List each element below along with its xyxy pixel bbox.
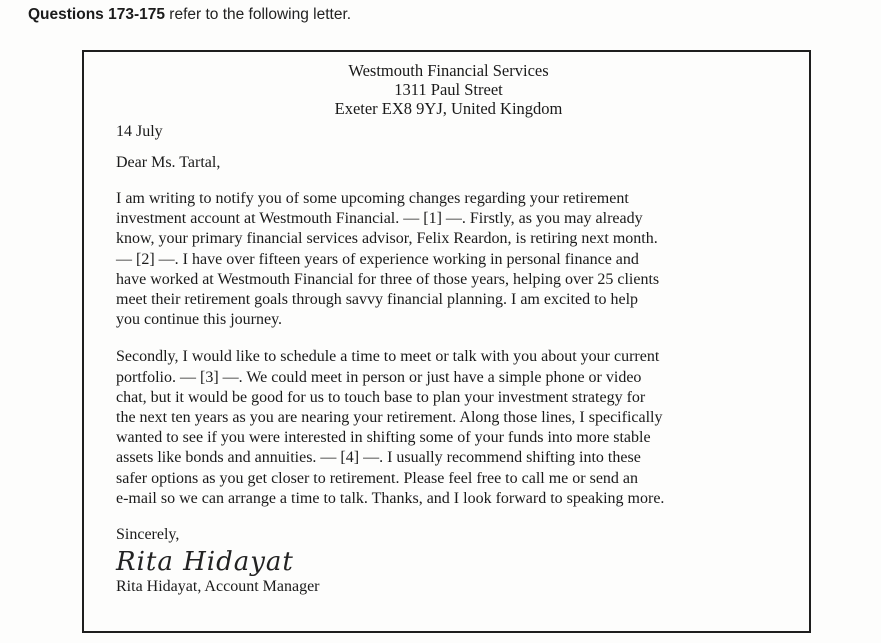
paragraph-2-line: chat, but it would be good for us to touch base to plan your investment strategy for: [116, 388, 646, 406]
paragraph-1-line: investment account at Westmouth Financial. — [1] —. Firstly, as you may already: [116, 210, 643, 228]
paragraph-2-line: portfolio. — [3] —. We could meet in person or just have a simple phone or video: [116, 368, 642, 386]
paragraph-2: [116, 347, 781, 509]
paragraph-1: [116, 189, 781, 330]
paragraph-2-line: wanted to see if you were interested in shifting some of your funds into more stable: [116, 429, 651, 447]
letterhead: [116, 61, 781, 118]
handwritten-signature: Rita Hidayat: [116, 547, 294, 578]
paragraph-1-line: meet their retirement goals through savvy financial planning. I am excited to help: [116, 291, 639, 309]
letter-date: 14 July: [116, 123, 163, 140]
paragraph-2-line: Secondly, I would like to schedule a time to meet or talk with you about your current: [116, 348, 660, 366]
closing: Sincerely,: [116, 526, 180, 544]
question-range: Questions 173-175: [28, 6, 165, 23]
letter-container: [82, 50, 811, 633]
paragraph-1-line: — [2] —. I have over fifteen years of experience working in personal finance and: [116, 250, 639, 268]
question-instruction: [28, 6, 351, 24]
salutation: Dear Ms. Tartal,: [116, 154, 221, 171]
paragraph-1-line: you continue this journey.: [116, 311, 283, 329]
street-address: 1311 Paul Street: [394, 80, 503, 99]
paragraph-1-line: I am writing to notify you of some upcoming changes regarding your retirement: [116, 190, 629, 207]
paragraph-2-line: e-mail so we can arrange a time to talk. Thanks, and I look forward to speaking more.: [116, 489, 665, 507]
paragraph-1-line: have worked at Westmouth Financial for three of those years, helping over 25 clients: [116, 270, 660, 288]
city-address: Exeter EX8 9YJ, United Kingdom: [334, 99, 563, 118]
paragraph-2-line: safer options as you get closer to retirement. Please feel free to call me or send an: [116, 469, 639, 487]
instruction-text: refer to the following letter.: [164, 6, 352, 23]
signature-printed-name: Rita Hidayat, Account Manager: [116, 578, 320, 596]
paragraph-1-line: know, your primary financial services advisor, Felix Reardon, is retiring next month.: [116, 230, 658, 248]
company-name: Westmouth Financial Services: [348, 61, 549, 80]
paragraph-2-line: the next ten years as you are nearing your retirement. Along those lines, I specifically: [116, 409, 663, 427]
paragraph-2-line: assets like bonds and annuities. — [4] —. I usually recommend shifting into these: [116, 449, 641, 467]
